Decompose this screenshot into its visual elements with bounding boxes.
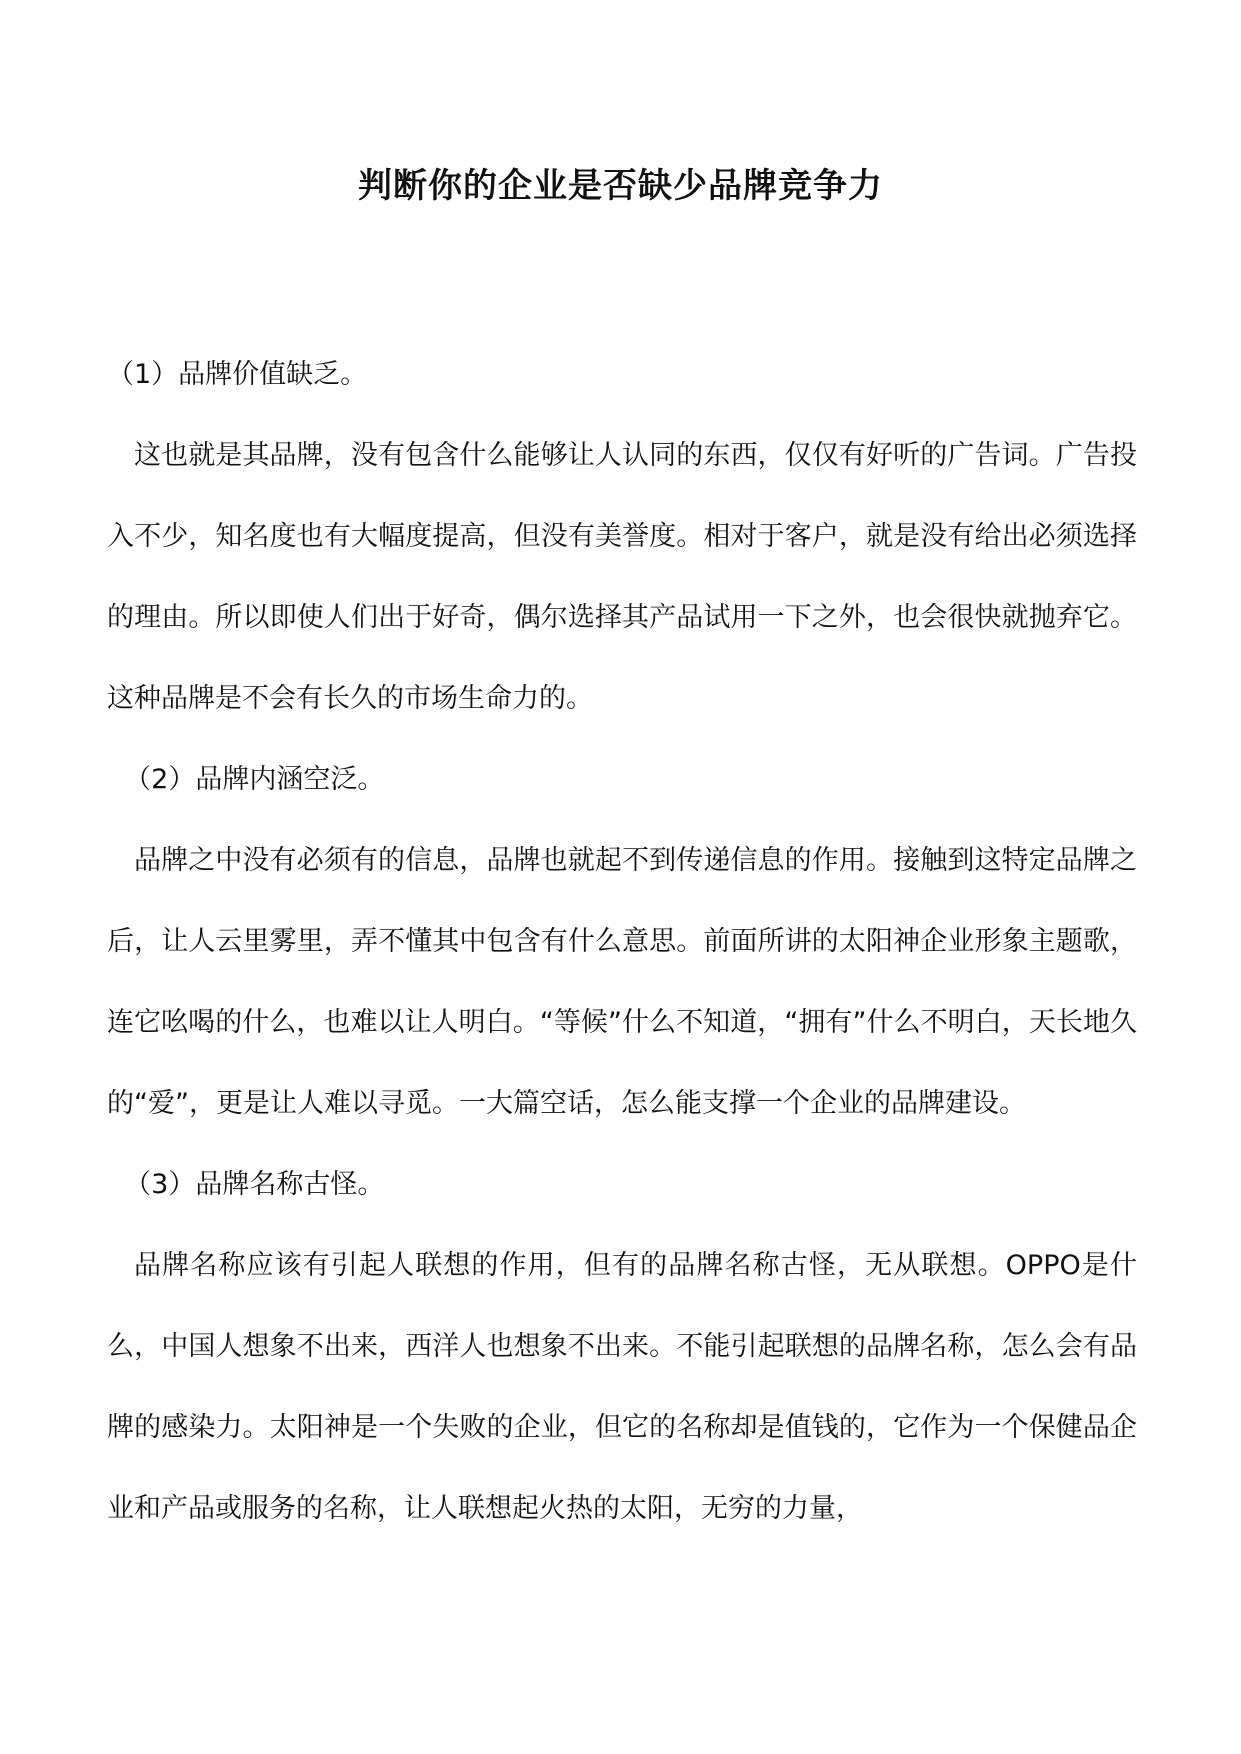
section-brand-name [107,1144,1137,1549]
section-heading: （1）品牌价值缺乏。 [107,359,368,390]
document-title: 判断你的企业是否缺少品牌竞争力 [358,166,883,206]
section-paragraph: 品牌之中没有必须有的信息，品牌也就起不到传递信息的作用。接触到这特定品牌之后，让人云里雾里，弄不懂其中包含有什么意思。前面所讲的太阳神企业形象主题歌，连它吆喝的什么，也难以让人明白。“等候”什么不知道，“拥有”什么不明白，天长地久的“爱”，更是让人难以寻觅。一大篇空话，怎么能支撑一个企业的品牌建设。 [107,845,1137,1119]
section-heading: （2）品牌内涵空泛。 [107,764,385,795]
section-paragraph: 品牌名称应该有引起人联想的作用，但有的品牌名称古怪，无从联想。OPPO是什么，中国人想象不出来，西洋人也想象不出来。不能引起联想的品牌名称，怎么会有品牌的感染力。太阳神是一个失败的企业，但它的名称却是值钱的，它作为一个保健品企业和产品或服务的名称，让人联想起火热的太阳，无穷的力量， [107,1250,1137,1524]
section-paragraph: 这也就是其品牌，没有包含什么能够让人认同的东西，仅仅有好听的广告词。广告投入不少，知名度也有大幅度提高，但没有美誉度。相对于客户，就是没有给出必须选择的理由。所以即使人们出于好奇，偶尔选择其产品试用一下之外，也会很快就抛弃它。这种品牌是不会有长久的市场生命力的。 [107,440,1137,714]
section-brand-value [107,334,1137,739]
section-heading: （3）品牌名称古怪。 [107,1169,385,1200]
section-brand-connotation [107,739,1137,1144]
document-body [107,334,1137,1549]
